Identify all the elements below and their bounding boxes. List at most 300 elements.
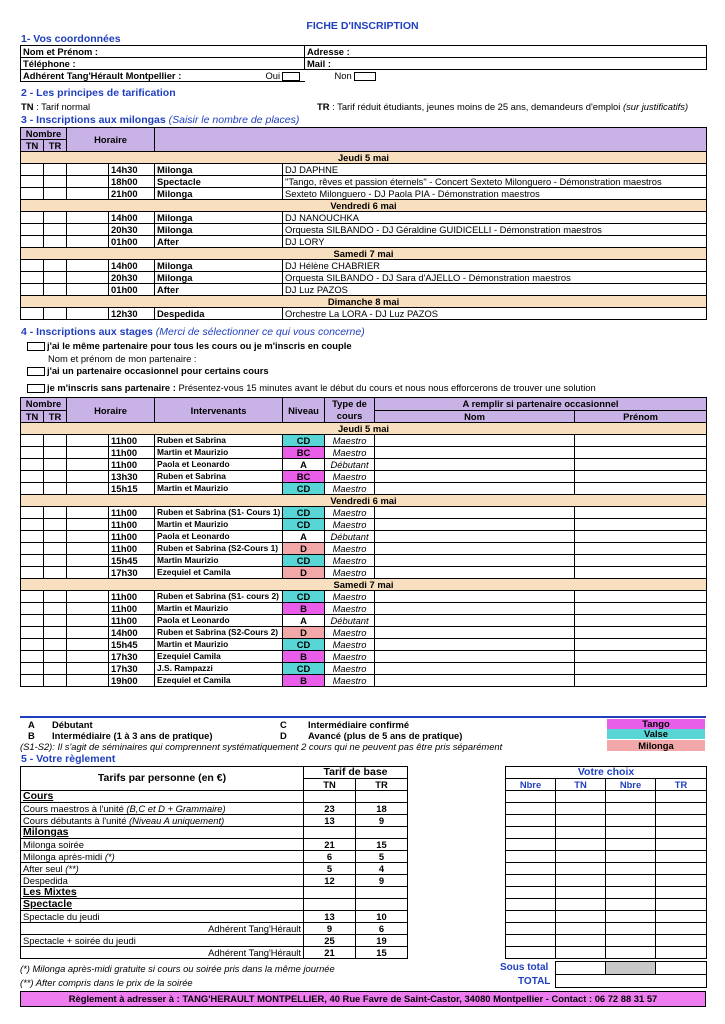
- stage-time: 11h00: [109, 507, 155, 519]
- tr-count-input[interactable]: [44, 188, 67, 200]
- tn-description: TN : Tarif normal: [21, 101, 91, 112]
- milonga-row: [21, 176, 707, 188]
- no-checkbox[interactable]: [354, 72, 376, 81]
- stage-teachers: Ruben et Sabrina: [155, 471, 283, 483]
- choice-input[interactable]: [506, 875, 556, 887]
- choice-input[interactable]: [606, 839, 656, 851]
- choice-input[interactable]: [656, 887, 707, 899]
- partner-nom-input[interactable]: [375, 435, 575, 447]
- stage-type: Maestro: [325, 543, 375, 555]
- tr-count-input[interactable]: [44, 284, 67, 296]
- choice-row: [506, 923, 707, 935]
- milonga-time: 18h00: [109, 176, 155, 188]
- tr-count-input[interactable]: [44, 519, 67, 531]
- choice-table: Votre choix Nbre TN Nbre TR: [505, 766, 707, 959]
- tr-count-input[interactable]: [44, 447, 67, 459]
- tr-count-input[interactable]: [44, 639, 67, 651]
- choice-input[interactable]: [656, 947, 707, 959]
- stage-teachers: Martin et Maurizio: [155, 639, 283, 651]
- choice-input[interactable]: [506, 815, 556, 827]
- phone-field[interactable]: Téléphone :: [21, 58, 305, 70]
- note-milonga: (*) Milonga après-midi gratuite si cours ou soirée pris dans la même journée: [20, 963, 335, 974]
- tariff-tr: [356, 791, 408, 803]
- tn-count-input[interactable]: [21, 284, 44, 296]
- stage-teachers: Ezequiel et Camila: [155, 675, 283, 687]
- milonga-description: Sexteto Milonguero - DJ Paola PIA - Démonstration maestros: [283, 188, 707, 200]
- tariff-label: Spectacle: [21, 899, 304, 911]
- milonga-description: Orquesta SILBANDO - DJ Sara d'AJELLO - Démonstration maestros: [283, 272, 707, 284]
- stage-time: 11h00: [109, 531, 155, 543]
- choice-input[interactable]: [656, 851, 707, 863]
- tariff-tr: 6: [356, 923, 408, 935]
- milonga-type: Spectacle: [155, 176, 283, 188]
- stage-type: Maestro: [325, 555, 375, 567]
- partner-name-label: Nom et prénom de mon partenaire :: [48, 353, 197, 364]
- partner-nom-input[interactable]: [375, 627, 575, 639]
- stage-time: 11h00: [109, 615, 155, 627]
- tr-count-input[interactable]: [44, 555, 67, 567]
- option-same-partner[interactable]: j'ai le même partenaire pour tous les cours ou je m'inscris en couple: [27, 340, 352, 351]
- tn-count-input[interactable]: [21, 236, 44, 248]
- tn-count-input[interactable]: [21, 615, 44, 627]
- partner-prenom-input[interactable]: [575, 447, 707, 459]
- choice-input[interactable]: [506, 911, 556, 923]
- address-field[interactable]: Adresse :: [305, 46, 707, 58]
- partner-nom-input[interactable]: [375, 591, 575, 603]
- tn-count-input[interactable]: [21, 663, 44, 675]
- stage-level: B: [283, 651, 325, 663]
- section-4-heading: 4 - Inscriptions aux stages (Merci de sélectionner ce qui vous concerne): [21, 326, 365, 338]
- stage-type: Maestro: [325, 639, 375, 651]
- partner-prenom-input[interactable]: [575, 567, 707, 579]
- stage-time: 19h00: [109, 675, 155, 687]
- choice-row: [506, 911, 707, 923]
- tariff-tn: [304, 791, 356, 803]
- mail-field[interactable]: Mail :: [305, 58, 707, 70]
- choice-input[interactable]: [506, 827, 556, 839]
- stage-level: A: [283, 615, 325, 627]
- tariff-tn: 21: [304, 839, 356, 851]
- partner-nom-input[interactable]: [375, 447, 575, 459]
- tariff-label: Adhérent Tang'Hérault: [21, 923, 304, 935]
- stage-teachers: J.S. Rampazzi: [155, 663, 283, 675]
- choice-input[interactable]: [656, 911, 707, 923]
- tr-count-input[interactable]: [44, 236, 67, 248]
- stage-type: Débutant: [325, 531, 375, 543]
- stage-time: 11h00: [109, 447, 155, 459]
- choice-input[interactable]: [556, 935, 606, 947]
- no-partner-checkbox[interactable]: [27, 384, 45, 393]
- partner-prenom-input[interactable]: [575, 603, 707, 615]
- tr-count-input[interactable]: [44, 531, 67, 543]
- choice-input[interactable]: [556, 923, 606, 935]
- tariff-tn: 25: [304, 935, 356, 947]
- partner-nom-input[interactable]: [375, 555, 575, 567]
- stage-teachers: Paola et Leonardo: [155, 459, 283, 471]
- stage-time: 11h00: [109, 591, 155, 603]
- tn-count-input[interactable]: [21, 627, 44, 639]
- same-partner-checkbox[interactable]: [27, 342, 45, 351]
- choice-input[interactable]: [606, 851, 656, 863]
- occasional-partner-checkbox[interactable]: [27, 367, 45, 376]
- milonga-description: DJ NANOUCHKA: [283, 212, 707, 224]
- stage-level: BC: [283, 471, 325, 483]
- choice-input[interactable]: [656, 827, 707, 839]
- tariff-tn: 9: [304, 923, 356, 935]
- tariff-tn: 21: [304, 947, 356, 959]
- choice-input[interactable]: [606, 791, 656, 803]
- partner-nom-input[interactable]: [375, 471, 575, 483]
- tr-count-input[interactable]: [44, 483, 67, 495]
- choice-input[interactable]: [606, 887, 656, 899]
- choice-input[interactable]: [606, 827, 656, 839]
- tarif-base-header: Tarif de base: [304, 767, 408, 779]
- partner-prenom-input[interactable]: [575, 675, 707, 687]
- stage-teachers: Ruben et Sabrina (S1- cours 2): [155, 591, 283, 603]
- tn-count-input[interactable]: [21, 639, 44, 651]
- tr-count-input[interactable]: [44, 603, 67, 615]
- choice-input[interactable]: [606, 803, 656, 815]
- stage-time: 11h00: [109, 519, 155, 531]
- choice-input[interactable]: [506, 803, 556, 815]
- tariff-label: Milongas: [21, 827, 304, 839]
- partner-prenom-input[interactable]: [575, 627, 707, 639]
- tariff-tr: 9: [356, 815, 408, 827]
- stage-type: Maestro: [325, 507, 375, 519]
- milonga-description: DJ LORY: [283, 236, 707, 248]
- choice-input[interactable]: [606, 923, 656, 935]
- section-3-heading: 3 - Inscriptions aux milongas (Saisir le nombre de places): [21, 114, 300, 126]
- tn-count-input[interactable]: [21, 176, 44, 188]
- milonga-type: Milonga: [155, 212, 283, 224]
- milonga-description: DJ Hélène CHABRIER: [283, 260, 707, 272]
- tn-count-input[interactable]: [21, 591, 44, 603]
- tariff-label: Spectacle du jeudi: [21, 911, 304, 923]
- tr-count-input[interactable]: [44, 615, 67, 627]
- tn-count-input[interactable]: [21, 507, 44, 519]
- tariff-row: [21, 947, 408, 959]
- tariff-tn: 12: [304, 875, 356, 887]
- milonga-row: [21, 272, 707, 284]
- stage-row: [21, 543, 707, 555]
- tariff-tr: 5: [356, 851, 408, 863]
- choice-input[interactable]: [656, 899, 707, 911]
- tr-count-input[interactable]: [44, 260, 67, 272]
- choice-input[interactable]: [656, 935, 707, 947]
- choice-input[interactable]: [656, 815, 707, 827]
- choice-input[interactable]: [656, 791, 707, 803]
- tn-count-input[interactable]: [21, 543, 44, 555]
- choice-input[interactable]: [556, 839, 606, 851]
- choice-input[interactable]: [656, 875, 707, 887]
- stage-table: Nombre Horaire Intervenants Niveau Type de cours A remplir si partenaire occasionnel TN TR Nom Prénom Jeudi 5 mai 11h00 Ruben et Sabrina CD Maestro 11h00 Martin et Maurizio BC Maestro 11h00 Paola et Leonardo A Débutant 13h30 Ruben et Sabrina BC Maestro 15h15 Martin et Maurizio CD Maestro Vendredi 6 mai 11h00 Ruben et Sabrina (S1- Cours 1) CD Maestro 11h00 Martin et Maurizio CD Maestro 11h00 Paola et Leonardo A Débutant 11h00 Ruben et Sabrina (S2-Cours 1) D Maestro 15h45 Martin Maurizio CD Maestro 17h30 Ezequiel et Camila D Maestro Samedi 7 mai 11h00 Ruben et Sabrina (S1- cours 2) CD Maestro 11h00 Martin et Maurizio B Maestro 11h00 Paola et Leonardo A Débutant 14h00 Ruben et Sabrina (S2-Cours 2) D Maestro 15h45 Martin et Maurizio CD Maestro 17h30 Ezequiel Camila B Maestro 17h30 J.S. Rampazzi CD Maestro 19h00 Ezequiel et Camila B Maestro: [20, 397, 707, 687]
- choice-input[interactable]: [656, 839, 707, 851]
- stage-type: Débutant: [325, 459, 375, 471]
- partner-prenom-input[interactable]: [575, 555, 707, 567]
- stage-time: 11h00: [109, 543, 155, 555]
- milonga-type: After: [155, 236, 283, 248]
- tariff-tr: 10: [356, 911, 408, 923]
- legend-note: (S1-S2): Il s'agit de séminaires qui comprennent systématiquement 2 cours qui ne peuvent pas être pris séparément: [20, 741, 503, 752]
- legend-a: A Débutant: [28, 719, 93, 730]
- stage-teachers: Martin et Maurizio: [155, 603, 283, 615]
- milonga-type: Milonga: [155, 272, 283, 284]
- choice-input[interactable]: [506, 899, 556, 911]
- tr-count-input[interactable]: [44, 176, 67, 188]
- choice-input[interactable]: [556, 947, 606, 959]
- partner-prenom-input[interactable]: [575, 615, 707, 627]
- partner-prenom-input[interactable]: [575, 663, 707, 675]
- tn-count-input[interactable]: [21, 459, 44, 471]
- tariff-label: Spectacle + soirée du jeudi: [21, 935, 304, 947]
- stage-type: Maestro: [325, 483, 375, 495]
- choice-input[interactable]: [656, 803, 707, 815]
- choice-input[interactable]: [506, 863, 556, 875]
- stage-type: Maestro: [325, 447, 375, 459]
- partner-prenom-input[interactable]: [575, 639, 707, 651]
- tariff-label: Milonga après-midi (*): [21, 851, 304, 863]
- tariff-tn: [304, 899, 356, 911]
- partner-nom-input[interactable]: [375, 459, 575, 471]
- tariff-tr: 19: [356, 935, 408, 947]
- option-occasional-partner[interactable]: j'ai un partenaire occasionnel pour certains cours: [27, 365, 269, 376]
- partner-nom-input[interactable]: [375, 651, 575, 663]
- milonga-type: Milonga: [155, 260, 283, 272]
- choice-input[interactable]: [606, 935, 656, 947]
- tr-description: TR : Tarif réduit étudiants, jeunes moins de 25 ans, demandeurs d'emploi (sur justificatifs): [317, 101, 689, 112]
- choice-input[interactable]: [506, 791, 556, 803]
- stage-teachers: Paola et Leonardo: [155, 615, 283, 627]
- header-horaire: Horaire: [67, 128, 155, 152]
- partner-prenom-input[interactable]: [575, 483, 707, 495]
- partner-nom-input[interactable]: [375, 519, 575, 531]
- stage-teachers: Paola et Leonardo: [155, 531, 283, 543]
- choice-input[interactable]: [556, 899, 606, 911]
- stage-row: [21, 507, 707, 519]
- choice-input[interactable]: [656, 923, 707, 935]
- tr-count-input[interactable]: [44, 308, 67, 320]
- partner-nom-input[interactable]: [375, 603, 575, 615]
- tr-count-input[interactable]: [44, 627, 67, 639]
- tr-count-input[interactable]: [44, 507, 67, 519]
- tr-count-input[interactable]: [44, 224, 67, 236]
- tr-count-input[interactable]: [44, 272, 67, 284]
- stage-time: 17h30: [109, 663, 155, 675]
- choice-input[interactable]: [556, 827, 606, 839]
- subtotal-label: Sous total: [500, 962, 549, 973]
- partner-prenom-input[interactable]: [575, 507, 707, 519]
- partner-nom-input[interactable]: [375, 663, 575, 675]
- choice-row: [506, 791, 707, 803]
- day-row: Jeudi 5 mai: [21, 152, 707, 164]
- tariff-tr: 15: [356, 839, 408, 851]
- choice-input[interactable]: [506, 851, 556, 863]
- day-row: Vendredi 6 mai: [21, 200, 707, 212]
- tn-count-input[interactable]: [21, 435, 44, 447]
- choice-input[interactable]: [556, 911, 606, 923]
- tn-count-input[interactable]: [21, 675, 44, 687]
- tr-count-input[interactable]: [44, 435, 67, 447]
- choice-input[interactable]: [606, 947, 656, 959]
- tn-count-input[interactable]: [21, 471, 44, 483]
- choice-input[interactable]: [556, 863, 606, 875]
- stage-type: Maestro: [325, 603, 375, 615]
- choice-input[interactable]: [606, 899, 656, 911]
- tariff-label: Cours maestros à l'unité (B,C et D + Grammaire): [21, 803, 304, 815]
- milonga-description: DJ Luz PAZOS: [283, 284, 707, 296]
- partner-prenom-input[interactable]: [575, 591, 707, 603]
- tr-count-input[interactable]: [44, 663, 67, 675]
- tn-count-input[interactable]: [21, 603, 44, 615]
- tariff-tr: 15: [356, 947, 408, 959]
- tr-count-input[interactable]: [44, 675, 67, 687]
- tn-count-input[interactable]: [21, 164, 44, 176]
- tn-count-input[interactable]: [21, 531, 44, 543]
- partner-nom-input[interactable]: [375, 675, 575, 687]
- coordinates-table: [20, 45, 707, 82]
- stage-row: [21, 531, 707, 543]
- milonga-type: Milonga: [155, 164, 283, 176]
- choice-row: [506, 803, 707, 815]
- partner-nom-input[interactable]: [375, 567, 575, 579]
- choice-row: [506, 863, 707, 875]
- choice-input[interactable]: [606, 875, 656, 887]
- tn-count-input[interactable]: [21, 308, 44, 320]
- header-nombre: Nombre: [21, 128, 67, 140]
- milonga-row: [21, 188, 707, 200]
- choice-input[interactable]: [556, 887, 606, 899]
- tariff-row: [21, 839, 408, 851]
- tariff-label: Les Mixtes: [21, 887, 304, 899]
- partner-nom-input[interactable]: [375, 507, 575, 519]
- legend-d: D Avancé (plus de 5 ans de pratique): [280, 730, 463, 741]
- choice-input[interactable]: [506, 887, 556, 899]
- option-no-partner[interactable]: je m'inscris sans partenaire : Présentez-vous 15 minutes avant le début du cours et nous nous efforcerons de trouver une solution: [27, 382, 596, 393]
- choice-input[interactable]: [506, 923, 556, 935]
- partner-prenom-input[interactable]: [575, 471, 707, 483]
- stage-row: [21, 627, 707, 639]
- choice-input[interactable]: [556, 791, 606, 803]
- tariff-row: [21, 887, 408, 899]
- choice-input[interactable]: [606, 863, 656, 875]
- stage-teachers: Martin Maurizio: [155, 555, 283, 567]
- choice-input[interactable]: [606, 911, 656, 923]
- header-tn: TN: [21, 140, 44, 152]
- total-field[interactable]: [556, 975, 707, 988]
- choice-input[interactable]: [506, 839, 556, 851]
- partner-nom-input[interactable]: [375, 615, 575, 627]
- payment-footer: Règlement à adresser à : TANG'HERAULT MONTPELLIER, 40 Rue Favre de Saint-Castor, 34080 Montpellier - Contact : 06 72 88 31 57: [20, 991, 706, 1007]
- tr-count-input[interactable]: [44, 567, 67, 579]
- partner-prenom-input[interactable]: [575, 519, 707, 531]
- tr-count-input[interactable]: [44, 164, 67, 176]
- milonga-time: 14h30: [109, 164, 155, 176]
- choice-input[interactable]: [506, 947, 556, 959]
- tn-count-input[interactable]: [21, 272, 44, 284]
- tn-count-input[interactable]: [21, 519, 44, 531]
- choice-row: [506, 875, 707, 887]
- stage-level: CD: [283, 555, 325, 567]
- stage-teachers: Martin et Maurizio: [155, 447, 283, 459]
- stage-time: 11h00: [109, 459, 155, 471]
- choice-input[interactable]: [556, 851, 606, 863]
- tn-count-input[interactable]: [21, 212, 44, 224]
- type-milonga: Milonga: [607, 740, 705, 751]
- choice-input[interactable]: [606, 815, 656, 827]
- tariff-row: [21, 875, 408, 887]
- tariff-label: Despedida: [21, 875, 304, 887]
- tariff-row: [21, 791, 408, 803]
- tn-count-input[interactable]: [21, 447, 44, 459]
- stage-teachers: Ruben et Sabrina (S1- Cours 1): [155, 507, 283, 519]
- stage-row: [21, 555, 707, 567]
- tn-count-input[interactable]: [21, 567, 44, 579]
- stage-row: [21, 567, 707, 579]
- yes-checkbox[interactable]: [282, 72, 300, 81]
- choice-row: [506, 839, 707, 851]
- choice-input[interactable]: [556, 803, 606, 815]
- stage-time: 11h00: [109, 435, 155, 447]
- tr-count-input[interactable]: [44, 543, 67, 555]
- tr-count-input[interactable]: [44, 459, 67, 471]
- choice-input[interactable]: [656, 863, 707, 875]
- stage-type: Maestro: [325, 591, 375, 603]
- choice-header: Votre choix: [506, 767, 707, 779]
- tariff-row: [21, 815, 408, 827]
- tr-count-input[interactable]: [44, 591, 67, 603]
- stage-type: Maestro: [325, 651, 375, 663]
- tr-count-input[interactable]: [44, 212, 67, 224]
- tn-count-input[interactable]: [21, 555, 44, 567]
- stage-teachers: Martin et Maurizio: [155, 519, 283, 531]
- section-2-heading: 2 - Les principes de tarification: [21, 87, 176, 99]
- tn-count-input[interactable]: [21, 651, 44, 663]
- stage-teachers: Martin et Maurizio: [155, 483, 283, 495]
- partner-prenom-input[interactable]: [575, 435, 707, 447]
- day-row: Samedi 7 mai: [21, 248, 707, 260]
- tn-count-input[interactable]: [21, 260, 44, 272]
- stage-row: [21, 471, 707, 483]
- tn-count-input[interactable]: [21, 483, 44, 495]
- tn-count-input[interactable]: [21, 188, 44, 200]
- partner-prenom-input[interactable]: [575, 459, 707, 471]
- stage-teachers: Ruben et Sabrina: [155, 435, 283, 447]
- choice-input[interactable]: [556, 875, 606, 887]
- stage-time: 15h45: [109, 555, 155, 567]
- name-field[interactable]: Nom et Prénom :: [21, 46, 305, 58]
- tr-count-input[interactable]: [44, 651, 67, 663]
- partner-prenom-input[interactable]: [575, 651, 707, 663]
- stage-teachers: Ruben et Sabrina (S2-Cours 1): [155, 543, 283, 555]
- tr-count-input[interactable]: [44, 471, 67, 483]
- tariff-label: After seul (**): [21, 863, 304, 875]
- choice-input[interactable]: [506, 935, 556, 947]
- day-row: Jeudi 5 mai: [21, 423, 707, 435]
- total-table: [555, 961, 707, 988]
- stage-level: D: [283, 627, 325, 639]
- partner-prenom-input[interactable]: [575, 531, 707, 543]
- partner-nom-input[interactable]: [375, 483, 575, 495]
- tn-count-input[interactable]: [21, 224, 44, 236]
- milonga-table: [20, 127, 707, 320]
- partner-nom-input[interactable]: [375, 543, 575, 555]
- partner-nom-input[interactable]: [375, 531, 575, 543]
- partner-nom-input[interactable]: [375, 639, 575, 651]
- choice-input[interactable]: [556, 815, 606, 827]
- partner-prenom-input[interactable]: [575, 543, 707, 555]
- milonga-row: [21, 224, 707, 236]
- stage-type: Maestro: [325, 567, 375, 579]
